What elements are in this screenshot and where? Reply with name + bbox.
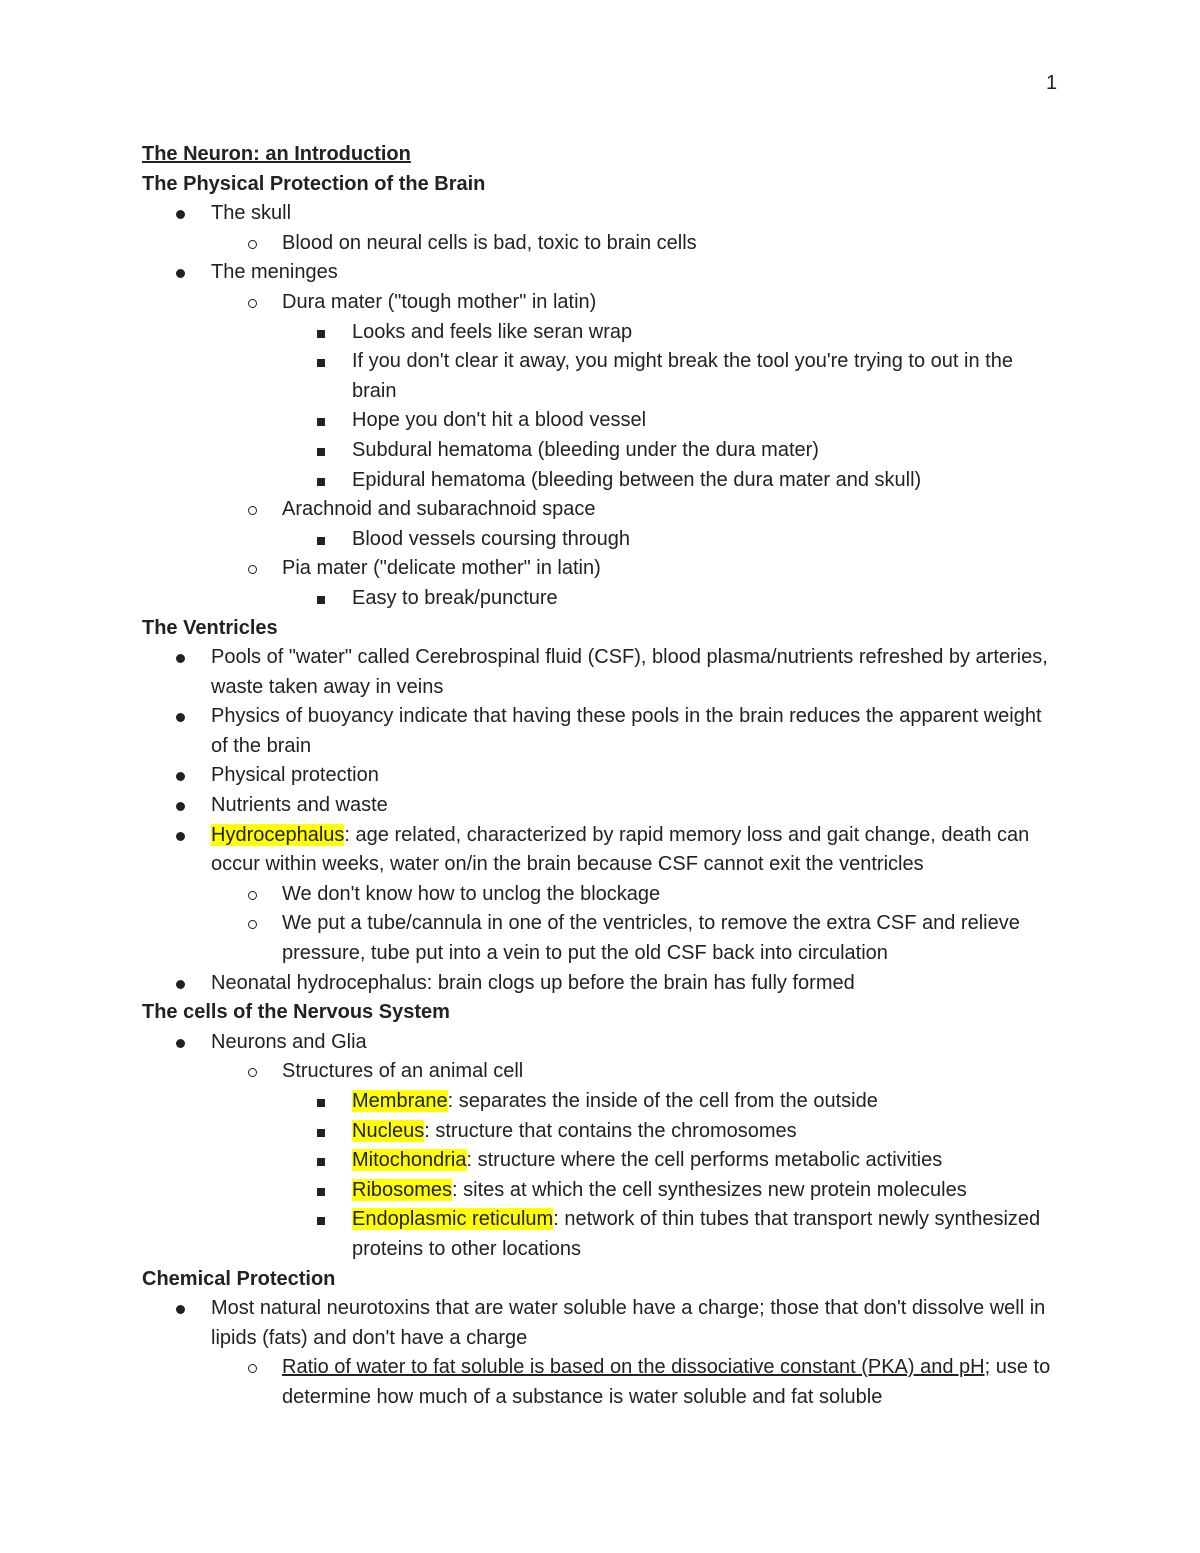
list-item [142, 436, 1062, 466]
bullet-circle-icon [248, 229, 257, 259]
bullet-dot-icon [176, 821, 185, 851]
list-item-text: Easy to break/puncture [352, 586, 558, 609]
bullet-circle-icon [248, 880, 257, 910]
list-item [142, 1057, 1062, 1087]
bullet-circle-icon [248, 495, 257, 525]
bullet-dot-icon [176, 199, 185, 229]
bullet-dot-icon [176, 969, 185, 999]
list-item-text: Blood vessels coursing through [352, 527, 630, 550]
list-item-text: : sites at which the cell synthesizes new protein molecules [452, 1178, 967, 1201]
list-item [142, 1205, 1062, 1264]
list-item [142, 969, 1062, 999]
bullet-square-icon [317, 584, 325, 614]
list-item-text: We don't know how to unclog the blockage [282, 882, 661, 905]
bullet-square-icon [317, 1146, 325, 1176]
bullet-dot-icon [176, 791, 185, 821]
bullet-circle-icon [248, 554, 257, 584]
cells-list [142, 1028, 1062, 1265]
list-item [142, 1087, 1062, 1117]
bullet-circle-icon [248, 909, 257, 939]
bullet-square-icon [317, 1087, 325, 1117]
physical-protection-list [142, 199, 1062, 613]
list-item [142, 1176, 1062, 1206]
bullet-circle-icon [248, 1353, 257, 1383]
list-item-text: Physical protection [211, 764, 379, 787]
highlighted-term: Hydrocephalus [211, 823, 345, 846]
list-item [142, 229, 1062, 259]
highlighted-term: Ribosomes [352, 1178, 453, 1201]
list-item-text: If you don't clear it away, you might break the tool you're trying to out in the brain [352, 350, 1013, 402]
bullet-square-icon [317, 1205, 325, 1235]
bullet-square-icon [317, 406, 325, 436]
list-item-text: The meninges [211, 261, 338, 284]
list-item [142, 702, 1062, 761]
list-item-text: Dura mater ("tough mother" in latin) [282, 290, 597, 313]
document-title: The Neuron: an Introduction [142, 143, 411, 165]
bullet-square-icon [317, 436, 325, 466]
list-item-text: Pia mater ("delicate mother" in latin) [282, 557, 601, 580]
highlighted-term: Endoplasmic reticulum [352, 1208, 554, 1231]
list-item [142, 584, 1062, 614]
list-item-text: Nutrients and waste [211, 794, 388, 817]
list-item-text: Hope you don't hit a blood vessel [352, 409, 647, 432]
chemical-protection-list [142, 1294, 1062, 1412]
bullet-square-icon [317, 525, 325, 555]
bullet-circle-icon [248, 288, 257, 318]
bullet-square-icon [317, 318, 325, 348]
highlighted-term: Mitochondria [352, 1149, 467, 1172]
list-item [142, 466, 1062, 496]
list-item-text: Looks and feels like seran wrap [352, 320, 633, 343]
section-heading-ventricles: The Ventricles [142, 616, 278, 639]
list-item-text: Pools of "water" called Cerebrospinal fluid (CSF), blood plasma/nutrients refreshed by arteries, waste taken away in veins [211, 646, 1048, 698]
list-item [142, 406, 1062, 436]
list-item-text: : structure that contains the chromosomes [424, 1119, 797, 1142]
bullet-dot-icon [176, 258, 185, 288]
list-item-text: Physics of buoyancy indicate that having these pools in the brain reduces the apparent weight of the brain [211, 705, 1042, 757]
list-item [142, 288, 1062, 318]
ventricles-list [142, 643, 1062, 998]
highlighted-term: Membrane [352, 1090, 448, 1112]
list-item [142, 880, 1062, 910]
list-item [142, 347, 1062, 406]
list-item-text: Neonatal hydrocephalus: brain clogs up before the brain has fully formed [211, 971, 855, 994]
page-number: 1 [1046, 72, 1058, 94]
underlined-text: Ratio of water to fat soluble is based on the dissociative constant (PKA) and pH; [282, 1356, 991, 1379]
list-item [142, 643, 1062, 702]
list-item-text: : structure where the cell performs metabolic activities [466, 1149, 943, 1172]
list-item-text: Structures of an animal cell [282, 1060, 524, 1083]
bullet-dot-icon [176, 643, 185, 673]
list-item [142, 791, 1062, 821]
bullet-square-icon [317, 347, 325, 377]
list-item-text: Neurons and Glia [211, 1030, 367, 1053]
bullet-dot-icon [176, 702, 185, 732]
bullet-square-icon [317, 1117, 325, 1147]
highlighted-term: Nucleus [352, 1119, 425, 1142]
list-item-text: : network of thin tubes that transport newly synthesized proteins to other locations [352, 1208, 1041, 1260]
bullet-dot-icon [176, 761, 185, 791]
list-item [142, 909, 1062, 968]
bullet-dot-icon [176, 1294, 185, 1324]
list-item [142, 1294, 1062, 1353]
list-item-text: Arachnoid and subarachnoid space [282, 498, 596, 521]
list-item-text: Most natural neurotoxins that are water soluble have a charge; those that don't dissolve well in lipids (fats) and don't have a charge [211, 1297, 1046, 1349]
list-item [142, 761, 1062, 791]
section-heading-physical-protection: The Physical Protection of the Brain [142, 172, 486, 195]
list-item-text: : age related, characterized by rapid memory loss and gait change, death can occur within weeks, water on/in the brain because CSF cannot exit the ventricles [211, 823, 1030, 876]
list-item [142, 1028, 1062, 1058]
section-heading-chemical-protection: Chemical Protection [142, 1267, 336, 1290]
bullet-circle-icon [248, 1057, 257, 1087]
list-item [142, 1353, 1062, 1412]
list-item-text: We put a tube/cannula in one of the ventricles, to remove the extra CSF and relieve pressure, tube put into a vein to put the old CSF back into circulation [282, 912, 1020, 965]
bullet-dot-icon [176, 1028, 185, 1058]
list-item [142, 318, 1062, 348]
list-item-text: Blood on neural cells is bad, toxic to brain cells [282, 231, 697, 254]
list-item-text: The skull [211, 202, 292, 225]
list-item-text: : separates the inside of the cell from the outside [447, 1090, 878, 1112]
list-item [142, 554, 1062, 584]
list-item [142, 821, 1062, 880]
list-item [142, 525, 1062, 555]
list-item-text: use to determine how much of a substance is water soluble and fat soluble [282, 1356, 1051, 1408]
list-item [142, 1117, 1062, 1147]
section-heading-cells: The cells of the Nervous System [142, 1001, 450, 1024]
list-item [142, 495, 1062, 525]
list-item-text: Epidural hematoma (bleeding between the dura mater and skull) [352, 468, 922, 491]
list-item [142, 1146, 1062, 1176]
bullet-square-icon [317, 466, 325, 496]
list-item [142, 199, 1062, 229]
list-item [142, 258, 1062, 288]
list-item-text: Subdural hematoma (bleeding under the dura mater) [352, 438, 819, 461]
bullet-square-icon [317, 1176, 325, 1206]
document-body [142, 140, 1062, 1413]
